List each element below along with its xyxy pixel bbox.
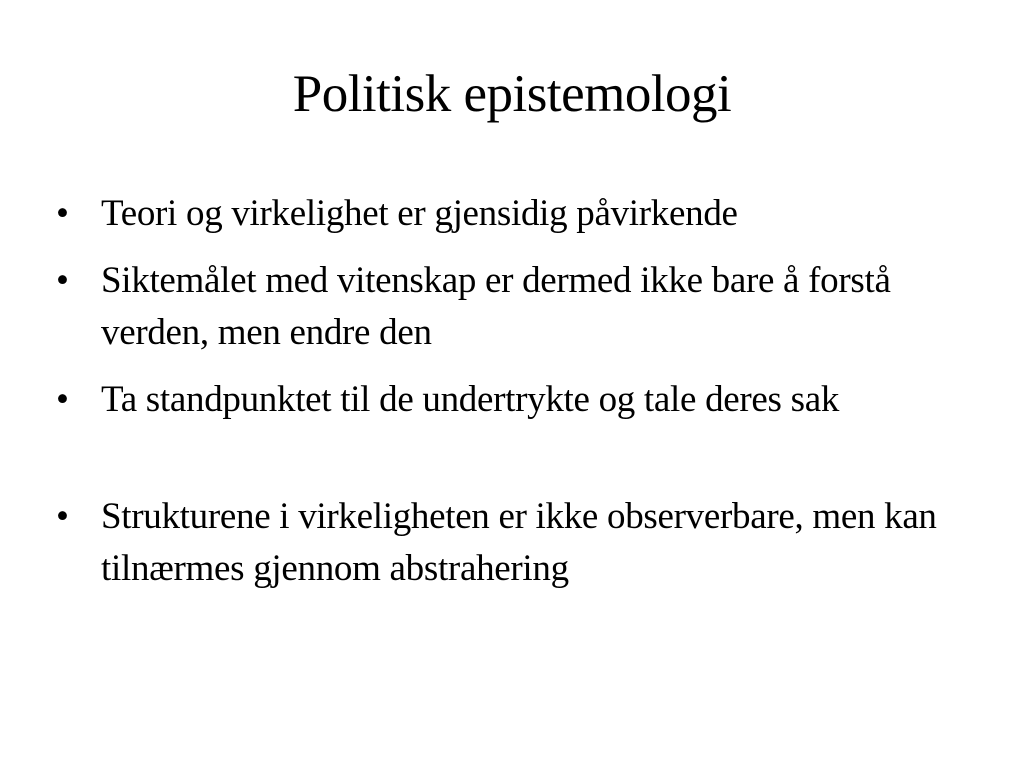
bullet-icon: • xyxy=(56,260,69,301)
bullet-icon: • xyxy=(56,193,69,234)
bullet-text: Ta standpunktet til de undertrykte og tale deres sak xyxy=(101,379,840,420)
bullet-text: Teori og virkelighet er gjensidig påvirkende xyxy=(101,193,738,234)
bullet-text: Strukturene i virkeligheten er ikke observerbare, men kan tilnærmes gjennom abstrahering xyxy=(101,496,937,589)
bullet-item xyxy=(56,491,976,595)
bullet-item xyxy=(56,255,976,359)
bullet-text: Siktemålet med vitenskap er dermed ikke bare å forstå verden, men endre den xyxy=(101,260,891,353)
bullet-icon: • xyxy=(56,496,69,537)
bullet-list xyxy=(56,188,976,610)
bullet-item xyxy=(56,374,976,426)
bullet-icon: • xyxy=(56,379,69,420)
bullet-item xyxy=(56,188,976,240)
slide-title: Politisk epistemologi xyxy=(292,65,732,123)
